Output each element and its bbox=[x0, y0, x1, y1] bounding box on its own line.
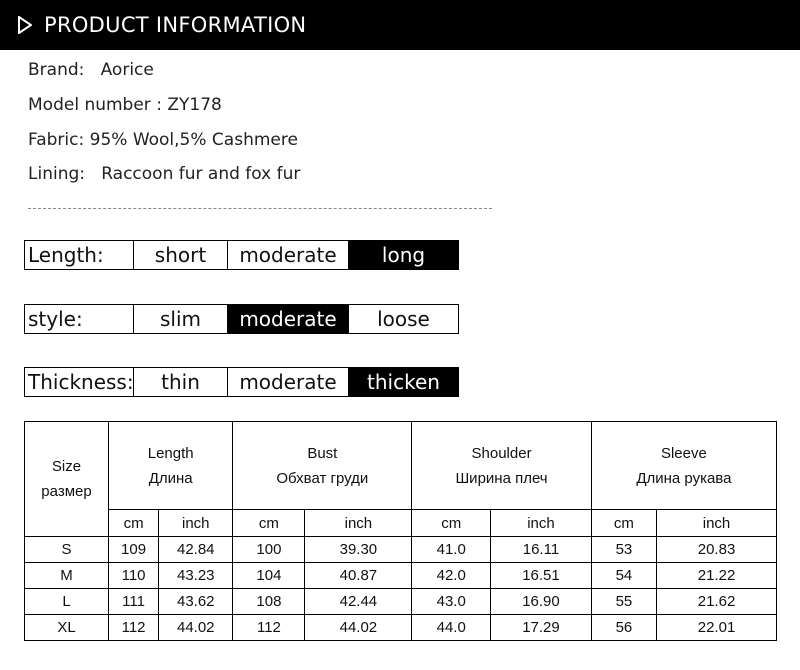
value-cell: 109 bbox=[109, 537, 159, 563]
length-header-cell bbox=[109, 422, 233, 510]
thickness-selector bbox=[24, 367, 459, 397]
brand-line bbox=[28, 60, 154, 80]
length-option-short: short bbox=[133, 241, 227, 269]
fabric-label: Fabric: bbox=[28, 130, 85, 150]
value-cell: 44.0 bbox=[412, 615, 491, 641]
unit-cell: inch bbox=[491, 510, 592, 537]
table-row bbox=[25, 537, 777, 563]
unit-cell: cm bbox=[412, 510, 491, 537]
value-cell: 21.62 bbox=[657, 589, 777, 615]
sleeve-header-en: Sleeve bbox=[660, 444, 707, 462]
shoulder-header-ru: Ширина плеч bbox=[455, 469, 548, 487]
value-cell: 55 bbox=[591, 589, 656, 615]
table-row bbox=[25, 589, 777, 615]
value-cell: 54 bbox=[591, 563, 656, 589]
value-cell: 42.84 bbox=[159, 537, 233, 563]
table-row bbox=[25, 563, 777, 589]
value-cell: 56 bbox=[591, 615, 656, 641]
style-label: style: bbox=[28, 307, 83, 331]
size-header-cell bbox=[25, 422, 109, 537]
value-cell: 42.0 bbox=[412, 563, 491, 589]
lining-line bbox=[28, 164, 300, 184]
value-cell: 40.87 bbox=[305, 563, 412, 589]
table-row bbox=[25, 615, 777, 641]
model-line bbox=[28, 95, 222, 115]
length-option-moderate: moderate bbox=[227, 241, 348, 269]
bust-header-ru: Обхват груди bbox=[276, 469, 369, 487]
unit-row bbox=[25, 510, 777, 537]
value-cell: 16.90 bbox=[491, 589, 592, 615]
value-cell: 41.0 bbox=[412, 537, 491, 563]
value-cell: 110 bbox=[109, 563, 159, 589]
unit-cell: cm bbox=[591, 510, 656, 537]
bust-header-en: Bust bbox=[307, 444, 338, 462]
value-cell: 43.0 bbox=[412, 589, 491, 615]
value-cell: 16.51 bbox=[491, 563, 592, 589]
value-cell: 104 bbox=[233, 563, 305, 589]
value-cell: 112 bbox=[233, 615, 305, 641]
unit-cell: inch bbox=[159, 510, 233, 537]
size-header-ru: размер bbox=[41, 483, 92, 500]
unit-cell: cm bbox=[109, 510, 159, 537]
value-cell: 17.29 bbox=[491, 615, 592, 641]
thickness-option-thicken: thicken bbox=[348, 368, 458, 396]
bust-header-cell bbox=[233, 422, 412, 510]
size-table bbox=[24, 421, 777, 641]
value-cell: 100 bbox=[233, 537, 305, 563]
style-option-slim: slim bbox=[133, 305, 227, 333]
model-label: Model number : bbox=[28, 95, 162, 115]
unit-cell: cm bbox=[233, 510, 305, 537]
value-cell: 20.83 bbox=[657, 537, 777, 563]
style-option-moderate: moderate bbox=[227, 305, 348, 333]
style-option-loose: loose bbox=[348, 305, 458, 333]
header-bar bbox=[0, 0, 800, 50]
size-header-en: Size bbox=[51, 458, 82, 475]
value-cell: 44.02 bbox=[305, 615, 412, 641]
length-selector bbox=[24, 240, 459, 270]
thickness-option-thin: thin bbox=[133, 368, 227, 396]
model-value: ZY178 bbox=[167, 95, 222, 115]
size-cell: L bbox=[25, 589, 109, 615]
value-cell: 42.44 bbox=[305, 589, 412, 615]
shoulder-header-cell bbox=[412, 422, 591, 510]
length-header-ru: Длина bbox=[148, 469, 193, 487]
fabric-line bbox=[28, 130, 298, 150]
value-cell: 39.30 bbox=[305, 537, 412, 563]
sleeve-header-cell bbox=[591, 422, 776, 510]
value-cell: 112 bbox=[109, 615, 159, 641]
lining-label: Lining: bbox=[28, 164, 85, 184]
unit-cell: inch bbox=[305, 510, 412, 537]
size-cell: XL bbox=[25, 615, 109, 641]
size-cell: M bbox=[25, 563, 109, 589]
shoulder-header-en: Shoulder bbox=[471, 444, 532, 462]
value-cell: 43.62 bbox=[159, 589, 233, 615]
size-table-header bbox=[25, 422, 777, 510]
fabric-value: 95% Wool,5% Cashmere bbox=[89, 130, 298, 150]
size-cell: S bbox=[25, 537, 109, 563]
value-cell: 21.22 bbox=[657, 563, 777, 589]
page-title: PRODUCT INFORMATION bbox=[44, 13, 307, 37]
value-cell: 44.02 bbox=[159, 615, 233, 641]
unit-cell: inch bbox=[657, 510, 777, 537]
length-label: Length: bbox=[28, 243, 104, 267]
value-cell: 108 bbox=[233, 589, 305, 615]
play-triangle-icon bbox=[18, 16, 32, 34]
thickness-option-moderate: moderate bbox=[227, 368, 348, 396]
brand-label: Brand: bbox=[28, 60, 85, 80]
style-selector bbox=[24, 304, 459, 334]
thickness-label: Thickness: bbox=[28, 370, 134, 394]
value-cell: 43.23 bbox=[159, 563, 233, 589]
lining-value: Raccoon fur and fox fur bbox=[101, 164, 301, 184]
value-cell: 53 bbox=[591, 537, 656, 563]
brand-value: Aorice bbox=[100, 60, 154, 80]
value-cell: 16.11 bbox=[491, 537, 592, 563]
length-option-long: long bbox=[348, 241, 458, 269]
sleeve-header-ru: Длина рукава bbox=[636, 469, 732, 487]
length-header-en: Length bbox=[147, 444, 194, 462]
value-cell: 22.01 bbox=[657, 615, 777, 641]
dashed-divider bbox=[28, 208, 492, 209]
value-cell: 111 bbox=[109, 589, 159, 615]
